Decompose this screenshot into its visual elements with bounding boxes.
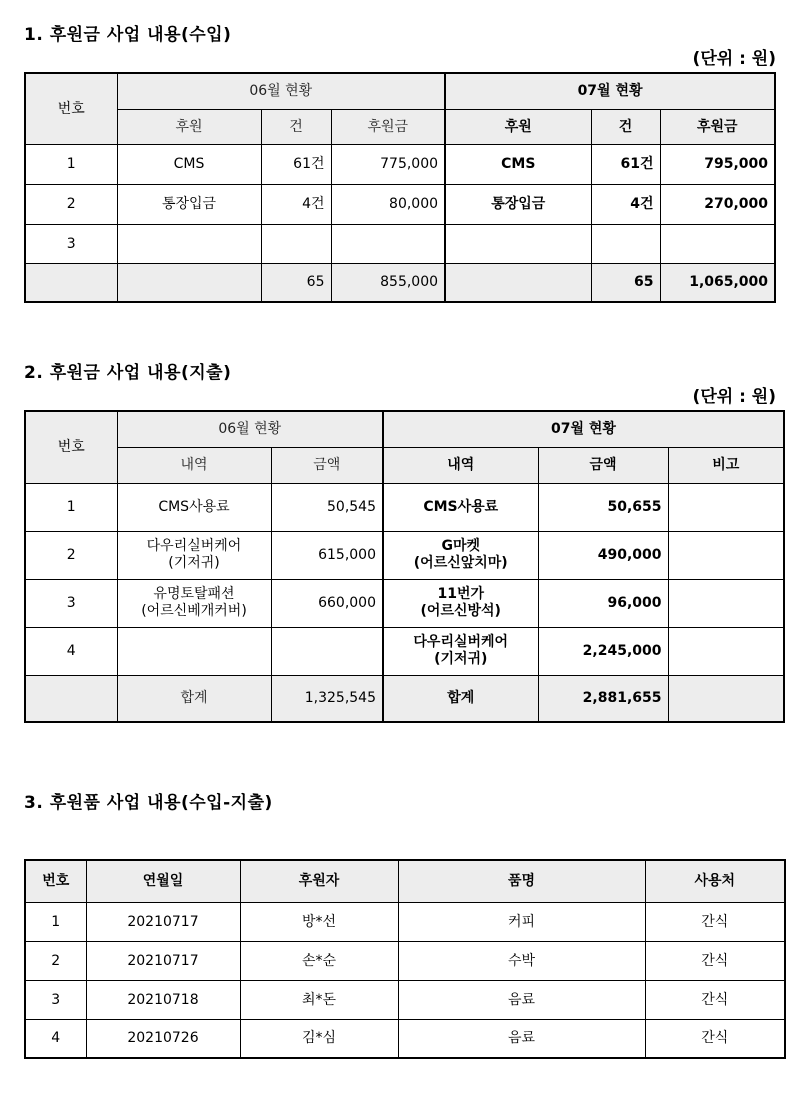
june-count: 4건 xyxy=(261,184,331,224)
june-sponsor: CMS xyxy=(117,144,261,184)
header-july: 07월 현황 xyxy=(383,411,784,447)
row-no: 3 xyxy=(25,579,117,627)
header-no: 번호 xyxy=(25,860,86,902)
header-donor: 후원자 xyxy=(240,860,398,902)
row-no: 1 xyxy=(25,902,86,941)
july-item-name: CMS사용료 xyxy=(423,498,499,515)
header-june-amount: 후원금 xyxy=(331,109,445,144)
june-item xyxy=(117,531,271,579)
total-july-amount: 2,881,655 xyxy=(538,675,668,722)
june-item-detail: (어르신베개커버) xyxy=(141,603,247,619)
header-july-sponsor: 후원 xyxy=(445,109,591,144)
july-sponsor xyxy=(445,224,591,263)
total-june-count: 65 xyxy=(261,263,331,302)
income-table xyxy=(24,72,776,303)
header-july-amount: 금액 xyxy=(538,447,668,483)
row-date: 20210717 xyxy=(86,941,240,980)
table-row xyxy=(25,224,775,263)
july-count: 61건 xyxy=(591,144,660,184)
july-count: 4건 xyxy=(591,184,660,224)
june-item xyxy=(117,627,271,675)
row-no: 2 xyxy=(25,184,117,224)
table-row xyxy=(25,579,784,627)
section2-title: 2. 후원금 사업 내용(지출) xyxy=(24,363,232,383)
june-item-name: CMS사용료 xyxy=(158,498,230,515)
section1-unit: (단위 : 원) xyxy=(692,49,776,69)
section3-title: 3. 후원품 사업 내용(수입-지출) xyxy=(24,793,273,813)
july-item-detail: (어르신앞치마) xyxy=(413,555,508,571)
row-use: 간식 xyxy=(645,1019,785,1058)
expense-table xyxy=(24,410,785,723)
total-july-amount: 1,065,000 xyxy=(660,263,775,302)
june-amount: 775,000 xyxy=(331,144,445,184)
header-july-item: 내역 xyxy=(383,447,538,483)
july-amount: 795,000 xyxy=(660,144,775,184)
row-use: 간식 xyxy=(645,902,785,941)
row-use: 간식 xyxy=(645,980,785,1019)
june-amount: 615,000 xyxy=(271,531,383,579)
june-sponsor xyxy=(117,224,261,263)
section2-unit: (단위 : 원) xyxy=(692,387,776,407)
total-june-label: 합계 xyxy=(117,675,271,722)
june-count: 61건 xyxy=(261,144,331,184)
row-no: 4 xyxy=(25,1019,86,1058)
june-item-name: 다우리실버케어 xyxy=(146,538,242,554)
row-date: 20210718 xyxy=(86,980,240,1019)
june-amount xyxy=(331,224,445,263)
row-donor: 방*선 xyxy=(240,902,398,941)
june-amount: 80,000 xyxy=(331,184,445,224)
row-no: 3 xyxy=(25,980,86,1019)
row-no: 2 xyxy=(25,941,86,980)
total-no xyxy=(25,675,117,722)
row-date: 20210717 xyxy=(86,902,240,941)
table-row xyxy=(25,144,775,184)
note xyxy=(668,483,784,531)
june-item-name: 유명토탈패션 xyxy=(153,586,235,602)
table-row xyxy=(25,483,784,531)
july-sponsor: CMS xyxy=(445,144,591,184)
header-july-count: 건 xyxy=(591,109,660,144)
june-amount xyxy=(271,627,383,675)
header-june-count: 건 xyxy=(261,109,331,144)
total-july-count: 65 xyxy=(591,263,660,302)
july-amount: 96,000 xyxy=(538,579,668,627)
total-june-amount: 1,325,545 xyxy=(271,675,383,722)
row-no: 1 xyxy=(25,483,117,531)
total-note xyxy=(668,675,784,722)
row-donor: 김*심 xyxy=(240,1019,398,1058)
row-item: 수박 xyxy=(398,941,645,980)
row-date: 20210726 xyxy=(86,1019,240,1058)
june-amount: 50,545 xyxy=(271,483,383,531)
july-count xyxy=(591,224,660,263)
header-june: 06월 현황 xyxy=(117,411,383,447)
row-item: 음료 xyxy=(398,980,645,1019)
july-item-name: 11번가 xyxy=(437,586,485,602)
july-amount: 2,245,000 xyxy=(538,627,668,675)
table-row xyxy=(25,980,785,1019)
june-amount: 660,000 xyxy=(271,579,383,627)
note xyxy=(668,531,784,579)
header-note: 비고 xyxy=(668,447,784,483)
header-no: 번호 xyxy=(25,73,117,144)
june-item-detail: (기저귀) xyxy=(168,555,220,571)
july-amount: 50,655 xyxy=(538,483,668,531)
header-item: 품명 xyxy=(398,860,645,902)
july-amount xyxy=(660,224,775,263)
goods-table xyxy=(24,859,786,1059)
july-amount: 490,000 xyxy=(538,531,668,579)
july-item xyxy=(383,627,538,675)
table-row xyxy=(25,902,785,941)
header-july-amount: 후원금 xyxy=(660,109,775,144)
header-june: 06월 현황 xyxy=(117,73,445,109)
table-row xyxy=(25,531,784,579)
row-no: 1 xyxy=(25,144,117,184)
note xyxy=(668,579,784,627)
july-sponsor: 통장입금 xyxy=(445,184,591,224)
july-item-name: 다우리실버케어 xyxy=(413,634,509,650)
header-june-item: 내역 xyxy=(117,447,271,483)
row-donor: 손*순 xyxy=(240,941,398,980)
table-row xyxy=(25,184,775,224)
section1-title: 1. 후원금 사업 내용(수입) xyxy=(24,25,232,45)
july-item xyxy=(383,579,538,627)
july-item-name: G마켓 xyxy=(441,538,481,554)
june-sponsor: 통장입금 xyxy=(117,184,261,224)
july-item-detail: (어르신방석) xyxy=(420,603,501,619)
header-june-sponsor: 후원 xyxy=(117,109,261,144)
total-row xyxy=(25,263,775,302)
table-row xyxy=(25,1019,785,1058)
july-item xyxy=(383,531,538,579)
total-label xyxy=(25,263,117,302)
total-june-amount: 855,000 xyxy=(331,263,445,302)
row-item: 음료 xyxy=(398,1019,645,1058)
header-no: 번호 xyxy=(25,411,117,483)
june-item xyxy=(117,483,271,531)
row-use: 간식 xyxy=(645,941,785,980)
row-no: 2 xyxy=(25,531,117,579)
header-use: 사용처 xyxy=(645,860,785,902)
total-row xyxy=(25,675,784,722)
row-no: 4 xyxy=(25,627,117,675)
total-july-sponsor xyxy=(445,263,591,302)
table-row xyxy=(25,627,784,675)
header-date: 연월일 xyxy=(86,860,240,902)
row-donor: 최*돈 xyxy=(240,980,398,1019)
june-count xyxy=(261,224,331,263)
july-amount: 270,000 xyxy=(660,184,775,224)
header-june-amount: 금액 xyxy=(271,447,383,483)
total-july-label: 합계 xyxy=(383,675,538,722)
total-june-sponsor xyxy=(117,263,261,302)
july-item xyxy=(383,483,538,531)
june-item xyxy=(117,579,271,627)
row-no: 3 xyxy=(25,224,117,263)
table-row xyxy=(25,941,785,980)
note xyxy=(668,627,784,675)
row-item: 커피 xyxy=(398,902,645,941)
header-july: 07월 현황 xyxy=(445,73,775,109)
july-item-detail: (기저귀) xyxy=(434,651,488,667)
